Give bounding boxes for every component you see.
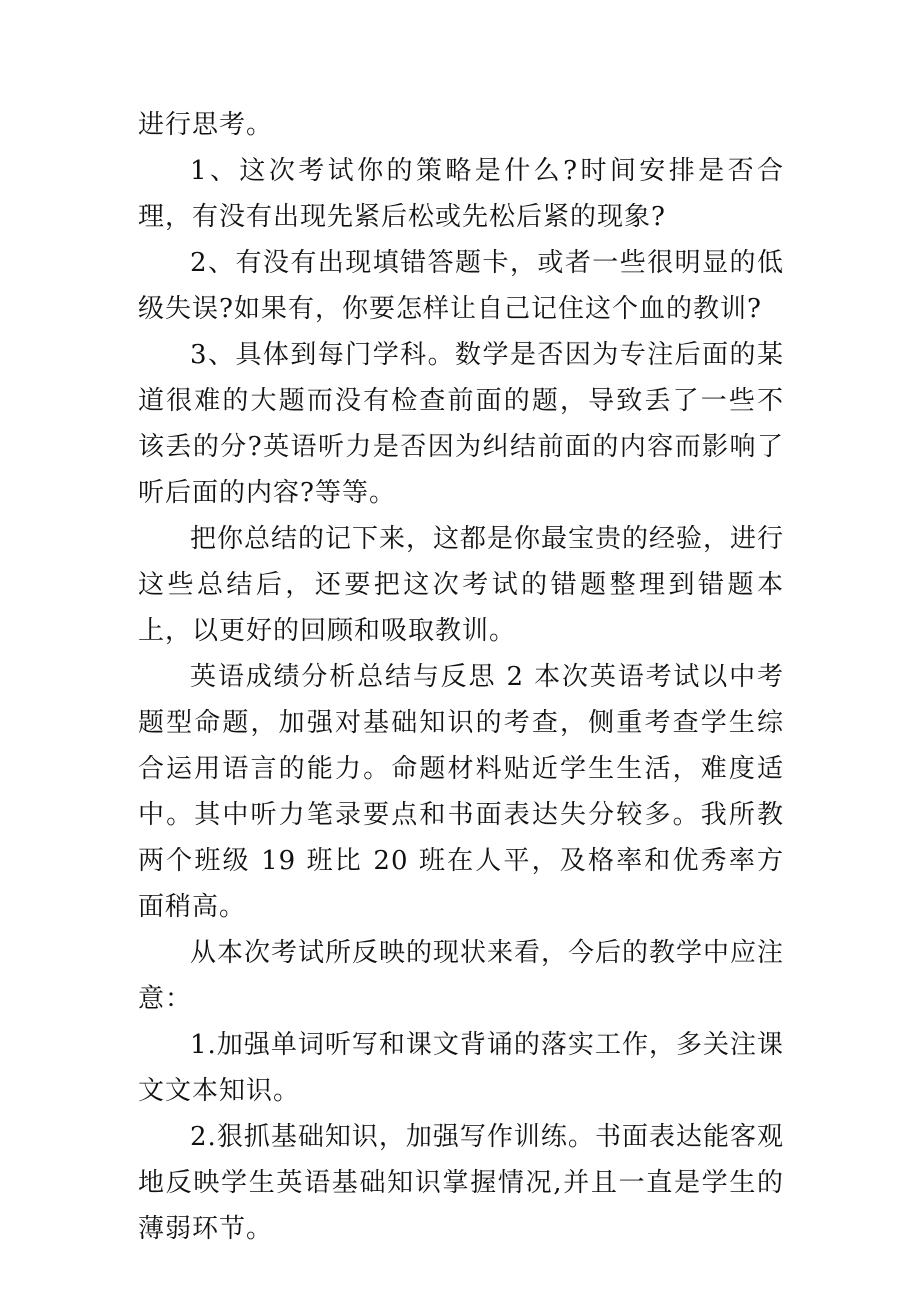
paragraph-question-3: 3、具体到每门学科。数学是否因为专注后面的某道很难的大题而没有检查前面的题，导致丢了一些不该丢的分?英语听力是否因为纠结前面的内容而影响了听后面的内容?等等。 [138,340,784,508]
paragraph-teaching-notes: 从本次考试所反映的现状来看，今后的教学中应注意： [138,938,785,1014]
paragraph-point-1: 1.加强单词听写和课文背诵的落实工作，多关注课文文本知识。 [138,1030,784,1106]
paragraph-english-analysis: 英语成绩分析总结与反思 2 本次英语考试以中考题型命题，加强对基础知识的考查，侧重考查学生综合运用语言的能力。命题材料贴近学生生活，难度适中。其中听力笔录要点和书面表达失分较多。我所教两个班级 19 班比 20 班在人平，及格率和优秀率方面稍高。 [138,662,784,922]
document-body [138,102,784,1252]
paragraph-question-2: 2、有没有出现填错答题卡，或者一些很明显的低级失误?如果有，你要怎样让自己记住这个血的教训? [138,248,784,324]
paragraph-continuation: 进行思考。 [138,110,274,140]
paragraph-point-2: 2.狠抓基础知识，加强写作训练。书面表达能客观地反映学生英语基础知识掌握情况,并且一直是学生的薄弱环节。 [138,1122,784,1244]
paragraph-summary: 把你总结的记下来，这都是你最宝贵的经验，进行这些总结后，还要把这次考试的错题整理到错题本上，以更好的回顾和吸取教训。 [138,524,785,646]
paragraph-question-1: 1、这次考试你的策略是什么?时间安排是否合理，有没有出现先紧后松或先松后紧的现象? [138,156,784,232]
